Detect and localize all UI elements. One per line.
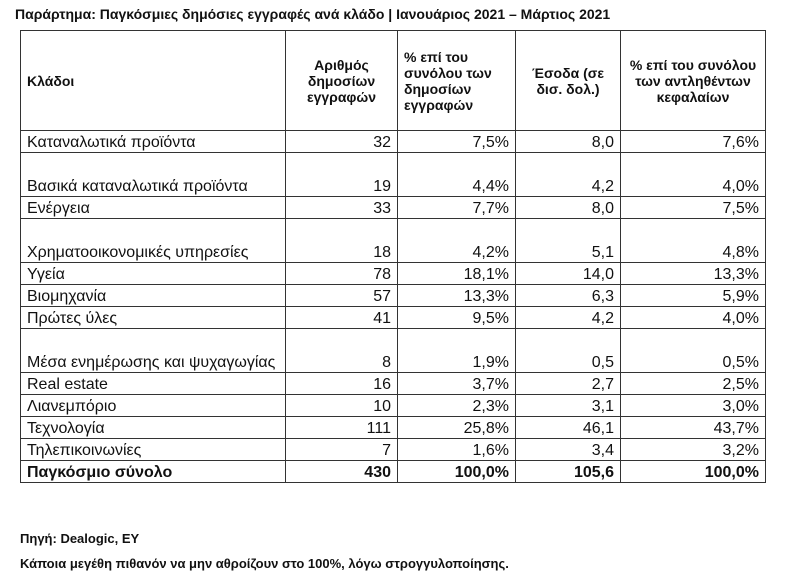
cell-proceeds-pct: 7,5% bbox=[621, 197, 766, 219]
cell-proceeds-pct: 7,6% bbox=[621, 131, 766, 153]
cell-proceeds-pct: 4,0% bbox=[621, 307, 766, 329]
cell-sector: Μέσα ενημέρωσης και ψυχαγωγίας bbox=[21, 329, 286, 373]
cell-count: 57 bbox=[286, 285, 398, 307]
cell-proceeds: 0,5 bbox=[516, 329, 621, 373]
header-proceeds-pct: % επί του συνόλου των αντληθέντων κεφαλαίων bbox=[621, 31, 766, 131]
cell-count-pct: 100,0% bbox=[398, 461, 516, 483]
cell-proceeds: 2,7 bbox=[516, 373, 621, 395]
cell-proceeds-pct: 3,0% bbox=[621, 395, 766, 417]
sector-table bbox=[20, 30, 766, 483]
table-row bbox=[21, 263, 766, 285]
cell-count-pct: 7,7% bbox=[398, 197, 516, 219]
cell-proceeds-pct: 2,5% bbox=[621, 373, 766, 395]
header-count: Αριθμός δημοσίων εγγραφών bbox=[286, 31, 398, 131]
cell-sector: Υγεία bbox=[21, 263, 286, 285]
cell-sector: Τεχνολογία bbox=[21, 417, 286, 439]
header-proceeds: Έσοδα (σε δισ. δολ.) bbox=[516, 31, 621, 131]
cell-sector: Καταναλωτικά προϊόντα bbox=[21, 131, 286, 153]
cell-sector: Παγκόσμιο σύνολο bbox=[21, 461, 286, 483]
cell-count-pct: 4,4% bbox=[398, 153, 516, 197]
cell-count-pct: 3,7% bbox=[398, 373, 516, 395]
cell-count-pct: 9,5% bbox=[398, 307, 516, 329]
cell-proceeds: 46,1 bbox=[516, 417, 621, 439]
table-row bbox=[21, 197, 766, 219]
cell-proceeds-pct: 0,5% bbox=[621, 329, 766, 373]
cell-count: 8 bbox=[286, 329, 398, 373]
cell-proceeds: 4,2 bbox=[516, 307, 621, 329]
header-row bbox=[21, 31, 766, 131]
cell-count: 41 bbox=[286, 307, 398, 329]
cell-sector: Χρηματοοικονομικές υπηρεσίες bbox=[21, 219, 286, 263]
cell-proceeds-pct: 100,0% bbox=[621, 461, 766, 483]
table-row bbox=[21, 219, 766, 263]
cell-count-pct: 4,2% bbox=[398, 219, 516, 263]
cell-count: 10 bbox=[286, 395, 398, 417]
total-row bbox=[21, 461, 766, 483]
cell-count-pct: 18,1% bbox=[398, 263, 516, 285]
table-row bbox=[21, 153, 766, 197]
cell-count-pct: 13,3% bbox=[398, 285, 516, 307]
cell-count: 19 bbox=[286, 153, 398, 197]
cell-count: 16 bbox=[286, 373, 398, 395]
cell-proceeds-pct: 4,8% bbox=[621, 219, 766, 263]
cell-count: 430 bbox=[286, 461, 398, 483]
cell-count-pct: 1,6% bbox=[398, 439, 516, 461]
cell-sector: Real estate bbox=[21, 373, 286, 395]
cell-count: 7 bbox=[286, 439, 398, 461]
rounding-note: Κάποια μεγέθη πιθανόν να μην αθροίζουν στο 100%, λόγω στρογγυλοποίησης. bbox=[20, 556, 509, 571]
header-sector: Κλάδοι bbox=[21, 31, 286, 131]
table-row bbox=[21, 417, 766, 439]
cell-proceeds-pct: 13,3% bbox=[621, 263, 766, 285]
table-row bbox=[21, 373, 766, 395]
cell-sector: Ενέργεια bbox=[21, 197, 286, 219]
cell-proceeds-pct: 43,7% bbox=[621, 417, 766, 439]
cell-count-pct: 2,3% bbox=[398, 395, 516, 417]
cell-count: 111 bbox=[286, 417, 398, 439]
cell-proceeds-pct: 4,0% bbox=[621, 153, 766, 197]
cell-proceeds-pct: 5,9% bbox=[621, 285, 766, 307]
cell-proceeds: 8,0 bbox=[516, 197, 621, 219]
cell-proceeds: 5,1 bbox=[516, 219, 621, 263]
source-note: Πηγή: Dealogic, EY bbox=[20, 531, 140, 546]
cell-count: 33 bbox=[286, 197, 398, 219]
cell-sector: Βιομηχανία bbox=[21, 285, 286, 307]
table-row bbox=[21, 307, 766, 329]
cell-proceeds: 105,6 bbox=[516, 461, 621, 483]
cell-proceeds: 6,3 bbox=[516, 285, 621, 307]
cell-sector: Πρώτες ύλες bbox=[21, 307, 286, 329]
table-row bbox=[21, 285, 766, 307]
cell-proceeds: 3,1 bbox=[516, 395, 621, 417]
cell-sector: Τηλεπικοινωνίες bbox=[21, 439, 286, 461]
cell-proceeds: 3,4 bbox=[516, 439, 621, 461]
table-row bbox=[21, 131, 766, 153]
cell-proceeds: 4,2 bbox=[516, 153, 621, 197]
table-row bbox=[21, 439, 766, 461]
cell-count-pct: 7,5% bbox=[398, 131, 516, 153]
cell-sector: Βασικά καταναλωτικά προϊόντα bbox=[21, 153, 286, 197]
table-row bbox=[21, 329, 766, 373]
cell-count-pct: 25,8% bbox=[398, 417, 516, 439]
cell-proceeds: 14,0 bbox=[516, 263, 621, 285]
cell-sector: Λιανεμπόριο bbox=[21, 395, 286, 417]
page-title: Παράρτημα: Παγκόσμιες δημόσιες εγγραφές ανά κλάδο | Ιανουάριος 2021 – Μάρτιος 2021 bbox=[15, 6, 611, 22]
header-count-pct: % επί του συνόλου των δημοσίων εγγραφών bbox=[398, 31, 516, 131]
table-row bbox=[21, 395, 766, 417]
cell-count-pct: 1,9% bbox=[398, 329, 516, 373]
cell-proceeds-pct: 3,2% bbox=[621, 439, 766, 461]
cell-count: 18 bbox=[286, 219, 398, 263]
cell-count: 78 bbox=[286, 263, 398, 285]
cell-count: 32 bbox=[286, 131, 398, 153]
cell-proceeds: 8,0 bbox=[516, 131, 621, 153]
